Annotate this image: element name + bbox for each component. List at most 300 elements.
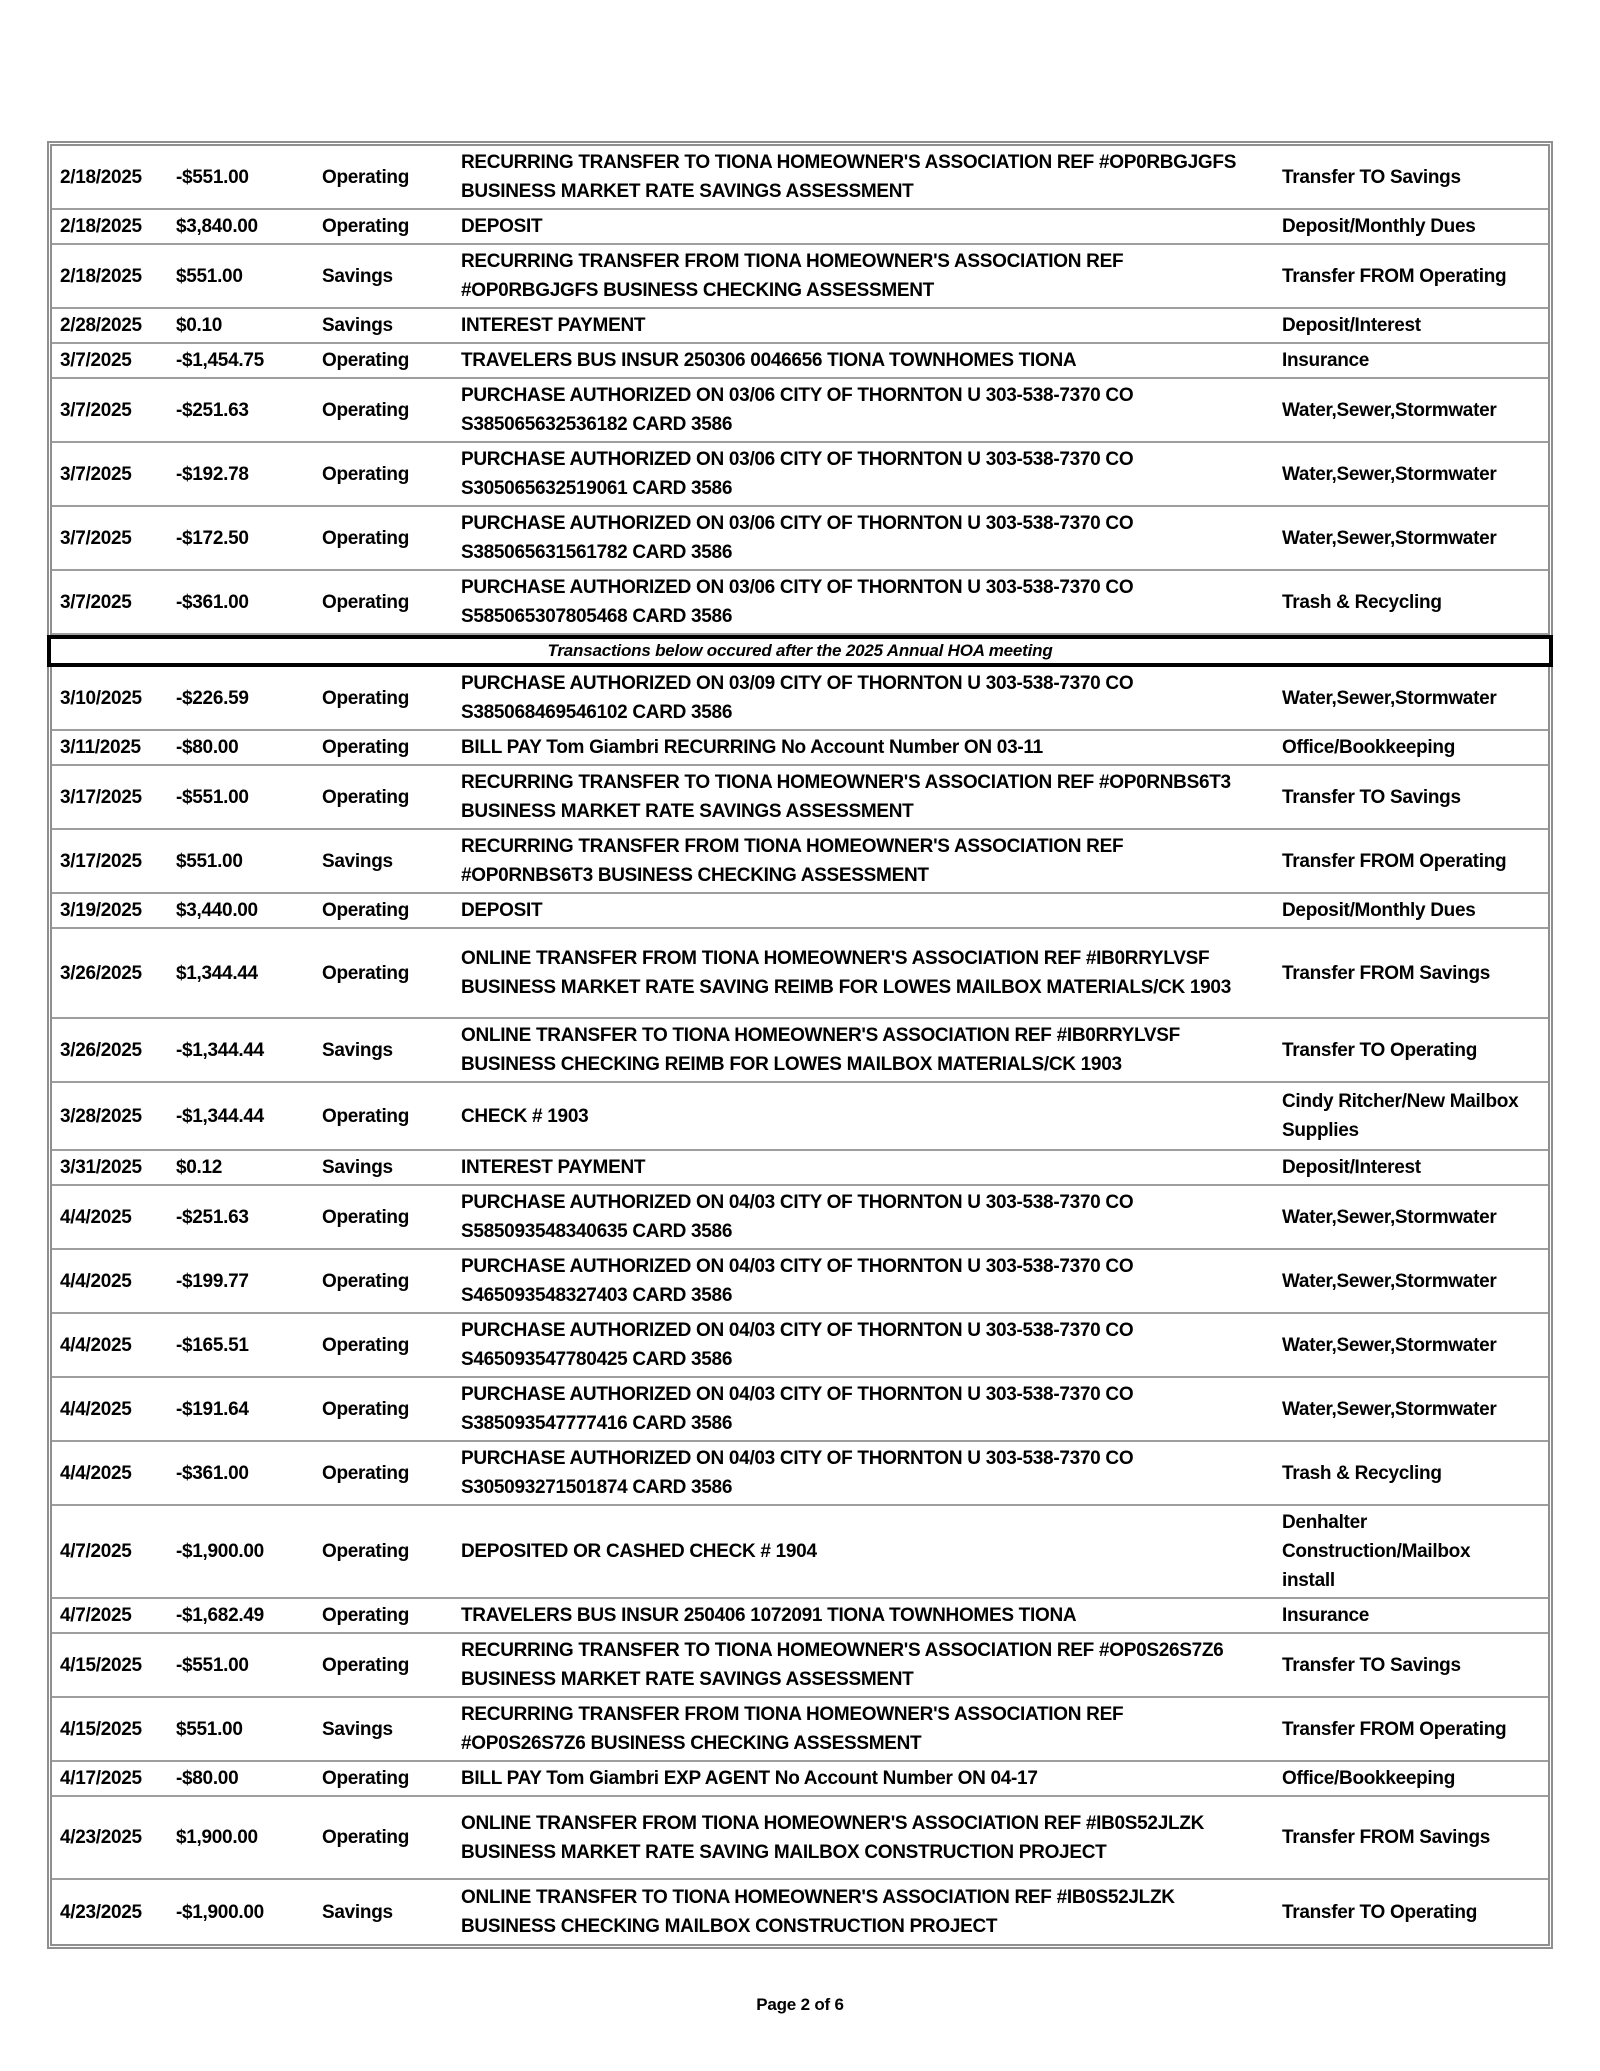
amount-cell	[170, 894, 303, 927]
description-cell	[455, 1100, 1275, 1133]
date-cell-line: 3/10/2025	[60, 687, 142, 709]
account-cell-line: Operating	[322, 1270, 410, 1292]
category-cell-line: Deposit/Monthly Dues	[1282, 900, 1476, 921]
transaction-row	[52, 1698, 1548, 1762]
amount-cell	[170, 1100, 303, 1133]
date-cell	[52, 161, 170, 194]
category-cell	[1275, 1896, 1548, 1929]
amount-cell-line: -$226.59	[176, 687, 249, 709]
description-cell-line: BUSINESS CHECKING MAILBOX CONSTRUCTION PROJECT	[461, 1916, 998, 1937]
account-cell	[303, 957, 455, 990]
transaction-row	[52, 245, 1548, 309]
amount-cell-line: -$80.00	[176, 737, 239, 758]
account-cell-line: Operating	[322, 1334, 410, 1356]
date-cell	[52, 1762, 170, 1795]
date-cell-line: 2/18/2025	[60, 265, 142, 287]
description-cell-line: S465093548327403 CARD 3586	[461, 1285, 733, 1306]
category-cell-line: Deposit/Interest	[1282, 1157, 1421, 1178]
description-cell	[455, 1250, 1275, 1312]
amount-cell-line: $3,840.00	[176, 216, 258, 237]
amount-cell	[170, 344, 303, 377]
date-cell-line: 3/7/2025	[60, 463, 132, 485]
category-cell-line: Transfer FROM Operating	[1282, 1718, 1507, 1740]
description-cell-line: BUSINESS MARKET RATE SAVINGS ASSESSMENT	[461, 181, 914, 202]
transaction-row	[52, 1083, 1548, 1151]
category-cell	[1275, 957, 1548, 990]
date-cell	[52, 1896, 170, 1929]
account-cell	[303, 260, 455, 293]
category-cell	[1275, 161, 1548, 194]
date-cell-line: 3/11/2025	[60, 737, 141, 758]
amount-cell-line: $1,900.00	[176, 1827, 258, 1848]
date-cell	[52, 309, 170, 342]
category-cell	[1275, 394, 1548, 427]
transaction-row	[52, 1314, 1548, 1378]
category-cell	[1275, 1762, 1548, 1795]
amount-cell	[170, 682, 303, 715]
date-cell	[52, 522, 170, 555]
account-cell	[303, 781, 455, 814]
transaction-row	[52, 146, 1548, 210]
category-cell-line: Deposit/Monthly Dues	[1282, 216, 1476, 237]
date-cell	[52, 458, 170, 491]
description-cell-line: DEPOSIT	[461, 216, 543, 237]
account-cell	[303, 1034, 455, 1067]
description-cell-line: #OP0RNBS6T3 BUSINESS CHECKING ASSESSMENT	[461, 865, 929, 886]
category-cell-line: Water,Sewer,Stormwater	[1282, 463, 1497, 485]
amount-cell	[170, 1201, 303, 1234]
category-cell	[1275, 1265, 1548, 1298]
category-cell-line: Insurance	[1282, 350, 1370, 371]
category-cell	[1275, 309, 1548, 342]
description-cell-line: TRAVELERS BUS INSUR 250306 0046656 TIONA TOWNHOMES TIONA	[461, 350, 1077, 371]
description-cell	[455, 1881, 1275, 1943]
description-cell-line: BILL PAY Tom Giambri RECURRING No Account Number ON 03-11	[461, 737, 1043, 758]
date-cell-line: 4/23/2025	[60, 1827, 142, 1848]
date-cell	[52, 1457, 170, 1490]
date-cell-line: 4/15/2025	[60, 1718, 142, 1740]
amount-cell	[170, 1535, 303, 1568]
date-cell	[52, 731, 170, 764]
account-cell-line: Operating	[322, 216, 410, 237]
account-cell	[303, 731, 455, 764]
transaction-row	[52, 571, 1548, 635]
description-cell	[455, 344, 1275, 377]
description-cell-line: S585065307805468 CARD 3586	[461, 606, 733, 627]
description-cell-line: TRAVELERS BUS INSUR 250406 1072091 TIONA TOWNHOMES TIONA	[461, 1605, 1077, 1626]
amount-cell	[170, 1457, 303, 1490]
description-cell	[455, 245, 1275, 307]
description-cell-line: BUSINESS MARKET RATE SAVINGS ASSESSMENT	[461, 1669, 914, 1690]
description-cell-line: S305065632519061 CARD 3586	[461, 478, 733, 499]
category-cell	[1275, 260, 1548, 293]
category-cell-line: Supplies	[1282, 1120, 1359, 1141]
account-cell-line: Savings	[322, 1157, 393, 1178]
amount-cell-line: $551.00	[176, 265, 243, 287]
category-cell-line: Trash & Recycling	[1282, 591, 1442, 613]
description-cell-line: BUSINESS MARKET RATE SAVING MAILBOX CONSTRUCTION PROJECT	[461, 1841, 1107, 1863]
account-cell	[303, 522, 455, 555]
transaction-row	[52, 1019, 1548, 1083]
amount-cell	[170, 1393, 303, 1426]
transaction-row	[52, 1599, 1548, 1634]
account-cell-line: Operating	[322, 1206, 410, 1228]
date-cell-line: 4/7/2025	[60, 1605, 132, 1626]
category-cell	[1275, 522, 1548, 555]
description-cell-line: S465093547780425 CARD 3586	[461, 1349, 733, 1370]
description-cell	[455, 1535, 1275, 1568]
amount-cell-line: -$172.50	[176, 527, 249, 549]
account-cell-line: Operating	[322, 463, 410, 485]
account-cell	[303, 1599, 455, 1632]
transaction-row	[52, 1186, 1548, 1250]
amount-cell-line: $3,440.00	[176, 900, 258, 921]
category-cell	[1275, 210, 1548, 243]
category-cell	[1275, 894, 1548, 927]
description-cell	[455, 379, 1275, 441]
amount-cell	[170, 458, 303, 491]
description-cell-line: BUSINESS MARKET RATE SAVINGS ASSESSMENT	[461, 801, 914, 822]
account-cell	[303, 894, 455, 927]
category-cell-line: Cindy Ritcher/New Mailbox	[1282, 1091, 1519, 1112]
amount-cell	[170, 1265, 303, 1298]
transactions-table	[47, 141, 1553, 1949]
description-cell	[455, 1599, 1275, 1632]
amount-cell	[170, 161, 303, 194]
date-cell-line: 4/4/2025	[60, 1270, 132, 1292]
section-separator-row	[47, 635, 1553, 667]
date-cell	[52, 1201, 170, 1234]
description-cell	[455, 731, 1275, 764]
category-cell	[1275, 1649, 1548, 1682]
description-cell	[455, 571, 1275, 633]
page-number: Page 2 of 6	[756, 1995, 844, 2014]
date-cell	[52, 1151, 170, 1184]
description-cell	[455, 766, 1275, 828]
date-cell	[52, 586, 170, 619]
account-cell-line: Operating	[322, 1654, 410, 1676]
amount-cell-line: -$1,900.00	[176, 1541, 264, 1562]
date-cell	[52, 1393, 170, 1426]
account-cell	[303, 1329, 455, 1362]
description-cell-line: BILL PAY Tom Giambri EXP AGENT No Account Number ON 04-17	[461, 1768, 1038, 1789]
date-cell	[52, 957, 170, 990]
account-cell-line: Operating	[322, 1827, 410, 1848]
transaction-row	[52, 766, 1548, 830]
category-cell-line: Water,Sewer,Stormwater	[1282, 527, 1497, 549]
date-cell-line: 3/7/2025	[60, 527, 132, 549]
account-cell	[303, 1393, 455, 1426]
amount-cell-line: -$251.63	[176, 1206, 249, 1228]
account-cell-line: Operating	[322, 962, 410, 984]
amount-cell	[170, 781, 303, 814]
account-cell-line: Operating	[322, 1768, 410, 1789]
transaction-row	[52, 1506, 1548, 1599]
category-cell-line: Denhalter	[1282, 1512, 1367, 1533]
date-cell	[52, 344, 170, 377]
transaction-row	[52, 1250, 1548, 1314]
category-cell-line: Construction/Mailbox	[1282, 1541, 1471, 1562]
description-cell-line: RECURRING TRANSFER TO TIONA HOMEOWNER'S ASSOCIATION REF #OP0RNBS6T3	[461, 772, 1231, 793]
account-cell	[303, 344, 455, 377]
amount-cell-line: -$551.00	[176, 786, 249, 808]
amount-cell-line: -$1,344.44	[176, 1105, 264, 1127]
date-cell-line: 4/4/2025	[60, 1398, 132, 1420]
account-cell	[303, 1100, 455, 1133]
category-cell-line: Transfer TO Savings	[1282, 166, 1461, 188]
description-cell	[455, 507, 1275, 569]
amount-cell-line: $0.10	[176, 315, 223, 336]
account-cell	[303, 309, 455, 342]
category-cell	[1275, 586, 1548, 619]
account-cell	[303, 1457, 455, 1490]
account-cell-line: Operating	[322, 350, 410, 371]
date-cell	[52, 845, 170, 878]
account-cell	[303, 1201, 455, 1234]
category-cell	[1275, 1201, 1548, 1234]
transaction-row	[52, 379, 1548, 443]
description-cell	[455, 1698, 1275, 1760]
date-cell-line: 3/17/2025	[60, 786, 142, 808]
category-cell	[1275, 845, 1548, 878]
description-cell	[455, 146, 1275, 208]
transaction-row	[52, 1797, 1548, 1880]
amount-cell-line: -$1,344.44	[176, 1039, 264, 1061]
category-cell-line: Water,Sewer,Stormwater	[1282, 1270, 1497, 1292]
date-cell-line: 3/7/2025	[60, 350, 132, 371]
description-cell	[455, 309, 1275, 342]
category-cell-line: Water,Sewer,Stormwater	[1282, 687, 1497, 709]
description-cell-line: RECURRING TRANSFER FROM TIONA HOMEOWNER'S ASSOCIATION REF	[461, 836, 1124, 857]
category-cell-line: Office/Bookkeeping	[1282, 737, 1456, 758]
description-cell-line: INTEREST PAYMENT	[461, 1157, 646, 1178]
description-cell	[455, 1762, 1275, 1795]
category-cell	[1275, 1034, 1548, 1067]
category-cell-line: Transfer TO Operating	[1282, 1901, 1478, 1923]
date-cell-line: 4/17/2025	[60, 1768, 142, 1789]
account-cell	[303, 1896, 455, 1929]
description-cell-line: RECURRING TRANSFER TO TIONA HOMEOWNER'S ASSOCIATION REF #OP0S26S7Z6	[461, 1640, 1224, 1661]
description-cell-line: S385068469546102 CARD 3586	[461, 702, 733, 723]
account-cell-line: Operating	[322, 591, 410, 613]
account-cell-line: Savings	[322, 1718, 393, 1740]
date-cell	[52, 1329, 170, 1362]
transaction-row	[52, 1442, 1548, 1506]
category-cell-line: Insurance	[1282, 1605, 1370, 1626]
account-cell	[303, 161, 455, 194]
account-cell	[303, 1265, 455, 1298]
description-cell-line: PURCHASE AUTHORIZED ON 04/03 CITY OF THORNTON U 303-538-7370 CO	[461, 1320, 1134, 1341]
category-cell-line: Deposit/Interest	[1282, 315, 1421, 336]
amount-cell-line: -$191.64	[176, 1398, 249, 1420]
date-cell-line: 4/23/2025	[60, 1901, 142, 1923]
category-cell	[1275, 731, 1548, 764]
transaction-row	[52, 1378, 1548, 1442]
description-cell-line: PURCHASE AUTHORIZED ON 04/03 CITY OF THORNTON U 303-538-7370 CO	[461, 1192, 1134, 1213]
description-cell-line: PURCHASE AUTHORIZED ON 03/06 CITY OF THORNTON U 303-538-7370 CO	[461, 513, 1134, 534]
account-cell-line: Savings	[322, 850, 393, 872]
description-cell-line: ONLINE TRANSFER TO TIONA HOMEOWNER'S ASSOCIATION REF #IB0S52JLZK	[461, 1887, 1175, 1908]
amount-cell	[170, 1762, 303, 1795]
account-cell	[303, 1713, 455, 1746]
amount-cell-line: -$199.77	[176, 1270, 249, 1292]
account-cell-line: Operating	[322, 900, 410, 921]
account-cell	[303, 1821, 455, 1854]
description-cell-line: S585093548340635 CARD 3586	[461, 1221, 733, 1242]
account-cell	[303, 1762, 455, 1795]
date-cell-line: 3/28/2025	[60, 1105, 142, 1127]
category-cell-line: Transfer FROM Savings	[1282, 962, 1491, 984]
account-cell	[303, 394, 455, 427]
amount-cell-line: -$361.00	[176, 591, 249, 613]
amount-cell	[170, 1329, 303, 1362]
amount-cell-line: -$1,454.75	[176, 350, 264, 371]
description-cell	[455, 894, 1275, 927]
amount-cell	[170, 731, 303, 764]
description-cell-line: #OP0S26S7Z6 BUSINESS CHECKING ASSESSMENT	[461, 1733, 922, 1754]
date-cell	[52, 394, 170, 427]
category-cell-line: install	[1282, 1570, 1335, 1591]
amount-cell	[170, 586, 303, 619]
transaction-row	[52, 507, 1548, 571]
date-cell-line: 3/26/2025	[60, 962, 142, 984]
date-cell	[52, 682, 170, 715]
date-cell	[52, 894, 170, 927]
amount-cell	[170, 957, 303, 990]
category-cell-line: Transfer FROM Operating	[1282, 265, 1507, 287]
category-cell	[1275, 1599, 1548, 1632]
transaction-row	[52, 667, 1548, 731]
description-cell-line: RECURRING TRANSFER TO TIONA HOMEOWNER'S ASSOCIATION REF #OP0RBGJGFS	[461, 152, 1237, 173]
description-cell-line: INTEREST PAYMENT	[461, 315, 646, 336]
date-cell	[52, 1713, 170, 1746]
transaction-row	[52, 894, 1548, 929]
category-cell	[1275, 344, 1548, 377]
description-cell	[455, 210, 1275, 243]
amount-cell-line: $551.00	[176, 1718, 243, 1740]
account-cell-line: Operating	[322, 1462, 410, 1484]
category-cell-line: Transfer TO Savings	[1282, 786, 1461, 808]
category-cell	[1275, 1457, 1548, 1490]
category-cell-line: Trash & Recycling	[1282, 1462, 1442, 1484]
description-cell	[455, 942, 1275, 1004]
amount-cell-line: -$251.63	[176, 399, 249, 421]
amount-cell-line: -$80.00	[176, 1768, 239, 1789]
account-cell-line: Operating	[322, 737, 410, 758]
date-cell	[52, 1100, 170, 1133]
category-cell-line: Water,Sewer,Stormwater	[1282, 399, 1497, 421]
transaction-row	[52, 309, 1548, 344]
description-cell-line: ONLINE TRANSFER FROM TIONA HOMEOWNER'S ASSOCIATION REF #IB0RRYLVSF	[461, 948, 1210, 969]
description-cell-line: S305093271501874 CARD 3586	[461, 1477, 733, 1498]
transaction-row	[52, 1151, 1548, 1186]
description-cell-line: DEPOSIT	[461, 900, 543, 921]
description-cell-line: DEPOSITED OR CASHED CHECK # 1904	[461, 1541, 817, 1562]
amount-cell-line: -$1,682.49	[176, 1605, 264, 1626]
category-cell	[1275, 1393, 1548, 1426]
category-cell-line: Water,Sewer,Stormwater	[1282, 1398, 1497, 1420]
description-cell-line: CHECK # 1903	[461, 1105, 589, 1127]
date-cell-line: 4/4/2025	[60, 1462, 132, 1484]
category-cell	[1275, 1506, 1548, 1597]
description-cell	[455, 1186, 1275, 1248]
category-cell	[1275, 1329, 1548, 1362]
category-cell-line: Water,Sewer,Stormwater	[1282, 1334, 1497, 1356]
description-cell	[455, 1378, 1275, 1440]
account-cell-line: Savings	[322, 1039, 393, 1061]
transaction-row	[52, 1762, 1548, 1797]
account-cell-line: Operating	[322, 1605, 410, 1626]
description-cell-line: PURCHASE AUTHORIZED ON 03/09 CITY OF THORNTON U 303-538-7370 CO	[461, 673, 1134, 694]
category-cell	[1275, 1713, 1548, 1746]
date-cell-line: 4/4/2025	[60, 1334, 132, 1356]
transaction-row	[52, 929, 1548, 1019]
description-cell-line: S385065632536182 CARD 3586	[461, 414, 733, 435]
amount-cell	[170, 522, 303, 555]
description-cell-line: #OP0RBGJGFS BUSINESS CHECKING ASSESSMENT	[461, 280, 934, 301]
category-cell-line: Transfer TO Operating	[1282, 1039, 1478, 1061]
description-cell	[455, 1442, 1275, 1504]
category-cell	[1275, 1821, 1548, 1854]
category-cell	[1275, 458, 1548, 491]
account-cell-line: Operating	[322, 527, 410, 549]
description-cell	[455, 1807, 1275, 1869]
amount-cell	[170, 210, 303, 243]
amount-cell	[170, 1599, 303, 1632]
transaction-row	[52, 344, 1548, 379]
date-cell	[52, 1599, 170, 1632]
account-cell-line: Savings	[322, 265, 393, 287]
description-cell-line: BUSINESS CHECKING REIMB FOR LOWES MAILBOX MATERIALS/CK 1903	[461, 1054, 1122, 1075]
date-cell	[52, 260, 170, 293]
amount-cell-line: -$551.00	[176, 166, 249, 188]
amount-cell-line: -$192.78	[176, 463, 249, 485]
account-cell	[303, 1649, 455, 1682]
amount-cell-line: $0.12	[176, 1157, 223, 1178]
account-cell-line: Savings	[322, 1901, 393, 1923]
section-separator-label: Transactions below occured after the 2025 Annual HOA meeting	[547, 641, 1053, 660]
description-cell	[455, 1634, 1275, 1696]
date-cell-line: 3/7/2025	[60, 591, 132, 613]
amount-cell-line: $551.00	[176, 850, 243, 872]
amount-cell	[170, 394, 303, 427]
date-cell	[52, 1649, 170, 1682]
description-cell-line: PURCHASE AUTHORIZED ON 03/06 CITY OF THORNTON U 303-538-7370 CO	[461, 449, 1134, 470]
date-cell-line: 3/7/2025	[60, 399, 132, 421]
amount-cell	[170, 1034, 303, 1067]
date-cell-line: 2/28/2025	[60, 315, 142, 336]
category-cell-line: Water,Sewer,Stormwater	[1282, 1206, 1497, 1228]
amount-cell-line: -$551.00	[176, 1654, 249, 1676]
description-cell	[455, 1151, 1275, 1184]
transaction-row	[52, 443, 1548, 507]
amount-cell	[170, 1821, 303, 1854]
description-cell-line: S385065631561782 CARD 3586	[461, 542, 733, 563]
category-cell-line: Transfer FROM Savings	[1282, 1827, 1491, 1848]
category-cell-line: Office/Bookkeeping	[1282, 1768, 1456, 1789]
date-cell-line: 4/4/2025	[60, 1206, 132, 1228]
date-cell-line: 3/31/2025	[60, 1157, 142, 1178]
date-cell-line: 4/15/2025	[60, 1654, 142, 1676]
description-cell-line: PURCHASE AUTHORIZED ON 03/06 CITY OF THORNTON U 303-538-7370 CO	[461, 577, 1134, 598]
account-cell	[303, 458, 455, 491]
transaction-row	[52, 1634, 1548, 1698]
description-cell-line: PURCHASE AUTHORIZED ON 03/06 CITY OF THORNTON U 303-538-7370 CO	[461, 385, 1134, 406]
description-cell-line: PURCHASE AUTHORIZED ON 04/03 CITY OF THORNTON U 303-538-7370 CO	[461, 1256, 1134, 1277]
date-cell-line: 2/18/2025	[60, 216, 142, 237]
amount-cell-line: -$361.00	[176, 1462, 249, 1484]
description-cell-line: RECURRING TRANSFER FROM TIONA HOMEOWNER'S ASSOCIATION REF	[461, 1704, 1124, 1725]
